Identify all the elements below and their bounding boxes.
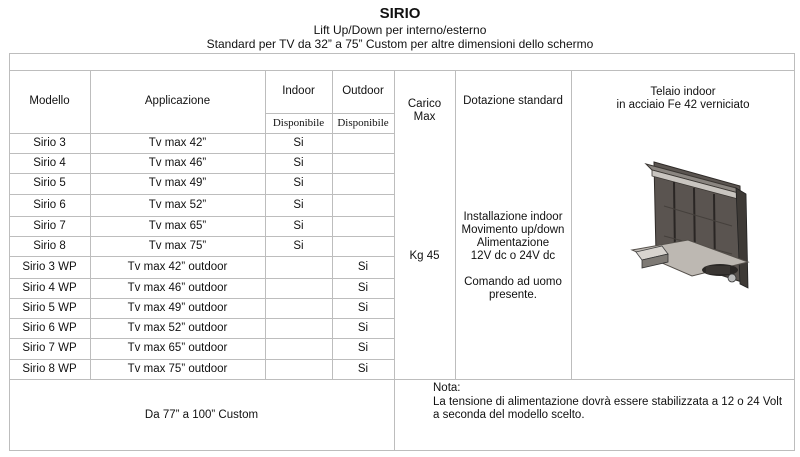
row-indoor: Si — [293, 136, 304, 149]
subtitle-lift: Lift Up/Down per interno/esterno — [313, 23, 487, 37]
row-indoor — [265, 338, 332, 359]
row-model: Sirio 8 — [33, 239, 66, 252]
col-header-telaio: Telaio indoor in acciaio Fe 42 verniciato — [616, 86, 750, 111]
row-outdoor: Si — [357, 321, 369, 334]
dotazione-text: Installazione indoor Movimento up/down Alimentazione 12V dc o 24V dc Comando ad uomo presente. — [461, 210, 565, 301]
row-applicazione: Tv max 42” outdoor — [127, 260, 228, 273]
row-indoor: Si — [293, 177, 304, 189]
row-model: Sirio 3 — [33, 136, 66, 149]
col-header-applicazione: Applicazione — [144, 95, 211, 107]
row-outdoor — [332, 236, 394, 256]
row-applicazione: Tv max 49” — [148, 177, 207, 189]
row-outdoor: Si — [357, 342, 369, 354]
row-model: Sirio 8 WP — [22, 362, 77, 375]
col-header-indoor: Indoor — [282, 85, 315, 97]
row-model: Sirio 6 WP — [22, 321, 77, 334]
row-outdoor — [332, 133, 394, 153]
col-header-carico: Carico Max — [407, 98, 442, 123]
col-header-modello: Modello — [29, 95, 70, 107]
row-applicazione: Tv max 75” — [148, 239, 207, 252]
note-label: Nota: — [433, 382, 461, 394]
row-applicazione: Tv max 65” — [148, 219, 207, 232]
row-outdoor — [332, 173, 394, 194]
row-applicazione: Tv max 75” outdoor — [127, 362, 228, 375]
row-indoor — [265, 278, 332, 298]
row-outdoor — [332, 153, 394, 173]
row-applicazione: Tv max 52” — [148, 198, 207, 211]
custom-size-note: Da 77” a 100” Custom — [144, 408, 259, 421]
row-applicazione: Tv max 46” outdoor — [127, 281, 228, 294]
row-indoor: Si — [293, 239, 304, 252]
page-title: SIRIO — [379, 5, 421, 22]
row-applicazione: Tv max 65” outdoor — [127, 342, 228, 354]
subtitle-standard: Standard per TV da 32” a 75” Custom per altre dimensioni dello schermo — [206, 37, 594, 51]
row-model: Sirio 6 — [33, 198, 66, 211]
row-indoor: Si — [293, 156, 304, 169]
row-applicazione: Tv max 42” — [148, 136, 207, 149]
row-indoor — [265, 318, 332, 338]
row-model: Sirio 3 WP — [22, 260, 77, 273]
row-indoor — [265, 298, 332, 318]
indoor-disponibile: Disponibile — [272, 116, 325, 129]
outdoor-disponibile: Disponibile — [337, 116, 389, 129]
row-applicazione: Tv max 52” outdoor — [127, 321, 228, 334]
carico-value: Kg 45 — [409, 249, 440, 262]
row-indoor — [265, 359, 332, 379]
row-model: Sirio 4 WP — [22, 281, 77, 294]
row-outdoor: Si — [357, 260, 369, 273]
note-text: La tensione di alimentazione dovrà essere stabilizzata a 12 o 24 Volt a seconda del modello scelto. — [433, 396, 783, 421]
row-indoor — [265, 256, 332, 278]
col-header-dotazione: Dotazione standard — [463, 95, 563, 107]
row-model: Sirio 5 WP — [22, 301, 77, 314]
row-model: Sirio 7 — [33, 219, 66, 232]
row-outdoor: Si — [357, 301, 369, 314]
col-header-outdoor: Outdoor — [342, 85, 384, 97]
row-outdoor — [332, 216, 394, 236]
row-outdoor: Si — [357, 281, 369, 294]
row-applicazione: Tv max 46” — [148, 156, 207, 169]
row-outdoor — [332, 194, 394, 216]
row-outdoor: Si — [357, 362, 369, 375]
row-model: Sirio 4 — [33, 156, 66, 169]
row-indoor: Si — [293, 198, 304, 211]
row-model: Sirio 7 WP — [22, 342, 77, 354]
row-applicazione: Tv max 49” outdoor — [127, 301, 228, 314]
row-model: Sirio 5 — [33, 177, 66, 189]
tv-lift-frame-icon — [628, 150, 764, 292]
row-indoor: Si — [293, 219, 304, 232]
